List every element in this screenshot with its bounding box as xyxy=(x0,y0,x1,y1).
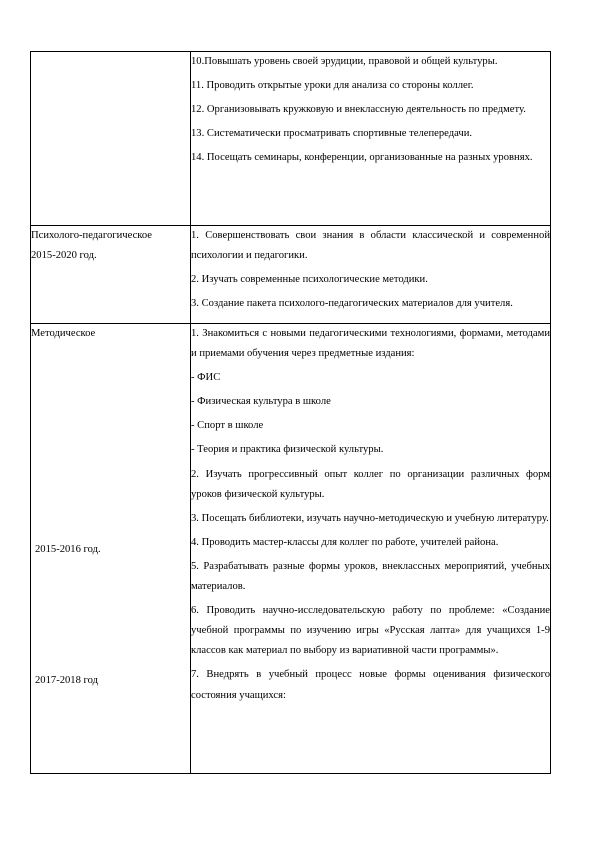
task-item: 11. Проводить открытые уроки для анализа со стороны коллег. xyxy=(191,80,474,92)
task-item: 1. Знакомиться с новыми педагогическими технологиями, формами, методами и приемами обучения через предметные издания: xyxy=(191,328,550,360)
period-label: 2017-2018 год xyxy=(35,675,99,686)
task-item: 5. Разрабатывать разные формы уроков, внеклассных мероприятий, учебных материалов. xyxy=(191,560,550,593)
tasks-cell xyxy=(191,324,551,774)
task-item: - Физическая культура в школе xyxy=(191,396,331,408)
task-item: 4. Проводить мастер-классы для коллег по работе, учителей района. xyxy=(191,536,499,548)
period-label: 2015-2016 год. xyxy=(35,544,101,555)
task-item: - Спорт в школе xyxy=(191,420,264,432)
direction-cell xyxy=(31,226,191,324)
task-item: 12. Организовывать кружковую и внеклассную деятельность по предмету. xyxy=(191,104,526,116)
table-row xyxy=(31,52,551,226)
tasks-cell xyxy=(191,226,551,324)
task-item: - ФИС xyxy=(191,372,221,384)
direction-cell xyxy=(31,52,191,226)
task-item: 7. Внедрять в учебный процесс новые формы оценивания физического состояния учащихся: xyxy=(191,669,550,701)
task-item: 3. Посещать библиотеки, изучать научно-методическую и учебную литературу. xyxy=(191,512,549,524)
task-item: 6. Проводить научно-исследовательскую работу по проблеме: «Создание учебной программы по изучению игры «Русская лапта» для учащихся 1-9 классов как материал по выбору из вариативной части программы». xyxy=(191,605,550,657)
table-row xyxy=(31,324,551,774)
task-item: 1. Совершенствовать свои знания в области классической и современной психологии и педагогики. xyxy=(191,230,550,262)
task-item: - Теория и практика физической культуры. xyxy=(191,444,384,456)
tasks-cell xyxy=(191,52,551,226)
table-row xyxy=(31,226,551,324)
task-item: 10.Повышать уровень своей эрудиции, правовой и общей культуры. xyxy=(191,56,498,67)
task-item: 3. Создание пакета психолого-педагогических материалов для учителя. xyxy=(191,298,513,310)
direction-title: Психолого-педагогическое xyxy=(31,230,153,241)
task-item: 13. Систематически просматривать спортивные телепередачи. xyxy=(191,128,473,140)
direction-title: Методическое xyxy=(31,328,96,339)
task-item: 14. Посещать семинары, конференции, организованные на разных уровнях. xyxy=(191,152,533,164)
direction-cell xyxy=(31,324,191,774)
task-item: 2. Изучать современные психологические методики. xyxy=(191,274,428,286)
period-label: 2015-2020 год. xyxy=(31,250,97,262)
plan-table xyxy=(30,51,551,774)
task-item: 2. Изучать прогрессивный опыт коллег по организации различных форм уроков физической культуры. xyxy=(191,468,550,500)
